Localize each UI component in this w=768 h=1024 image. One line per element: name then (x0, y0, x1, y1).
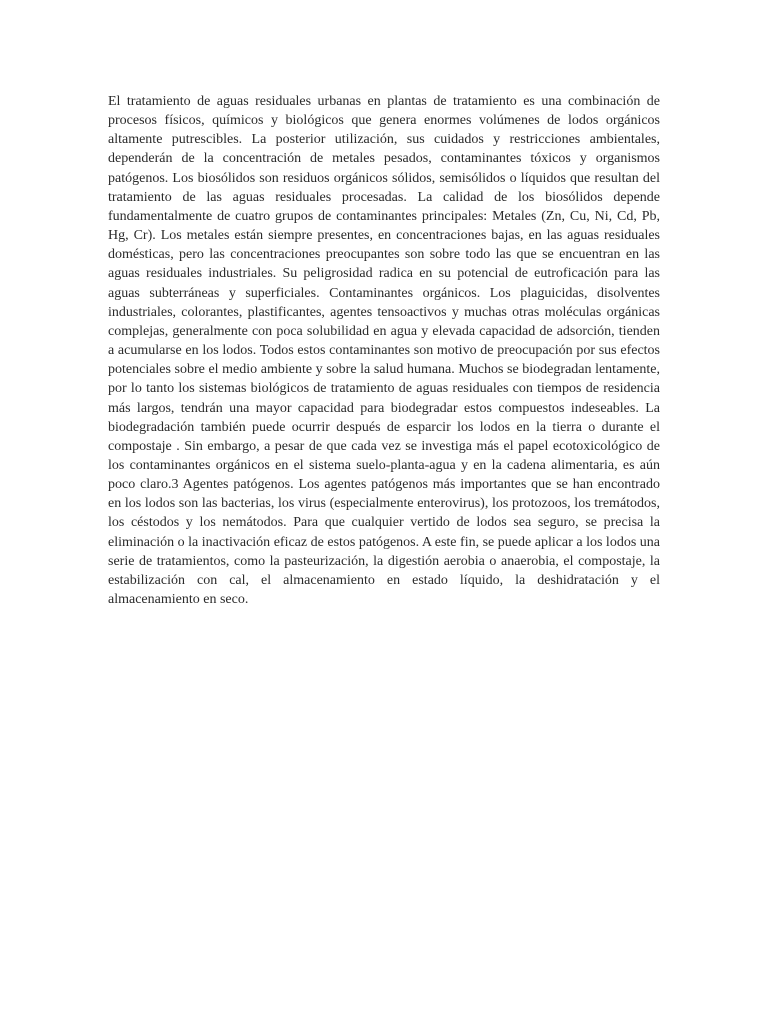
document-body (108, 92, 660, 609)
body-paragraph: El tratamiento de aguas residuales urbanas en plantas de tratamiento es una combinación de procesos físicos, químicos y biológicos que genera enormes volúmenes de lodos orgánicos altamente putrescibles. La posterior utilización, sus cuidados y restricciones ambientales, dependerán de la concentración de metales pesados, contaminantes tóxicos y organismos patógenos. Los biosólidos son residuos orgánicos sólidos, semisólidos o líquidos que resultan del tratamiento de las aguas residuales procesadas. La calidad de los biosólidos depende fundamentalmente de cuatro grupos de contaminantes principales: Metales (Zn, Cu, Ni, Cd, Pb, Hg, Cr). Los metales están siempre presentes, en concentraciones bajas, en las aguas residuales domésticas, pero las concentraciones preocupantes son sobre todo las que se encuentran en las aguas residuales industriales. Su peligrosidad radica en su potencial de eutroficación para las aguas subterráneas y superficiales. Contaminantes orgánicos. Los plaguicidas, disolventes industriales, colorantes, plastificantes, agentes tensoactivos y muchas otras moléculas orgánicas complejas, generalmente con poca solubilidad en agua y elevada capacidad de adsorción, tienden a acumularse en los lodos. Todos estos contaminantes son motivo de preocupación por sus efectos potenciales sobre el medio ambiente y sobre la salud humana. Muchos se biodegradan lentamente, por lo tanto los sistemas biológicos de tratamiento de aguas residuales con tiempos de residencia más largos, tendrán una mayor capacidad para biodegradar estos compuestos indeseables. La biodegradación también puede ocurrir después de esparcir los lodos en la tierra o durante el compostaje . Sin embargo, a pesar de que cada vez se investiga más el papel ecotoxicológico de los contaminantes orgánicos en el sistema suelo-planta-agua y en la cadena alimentaria, es aún poco claro.3 Agentes patógenos. Los agentes patógenos más importantes que se han encontrado en los lodos son las bacterias, los virus (especialmente enterovirus), los protozoos, los tremátodos, los céstodos y los nemátodos. Para que cualquier vertido de lodos sea seguro, se precisa la eliminación o la inactivación eficaz de estos patógenos. A este fin, se puede aplicar a los lodos una serie de tratamientos, como la pasteurización, la digestión aerobia o anaerobia, el compostaje, la estabilización con cal, el almacenamiento en estado líquido, la deshidratación y el almacenamiento en seco. (108, 94, 660, 608)
